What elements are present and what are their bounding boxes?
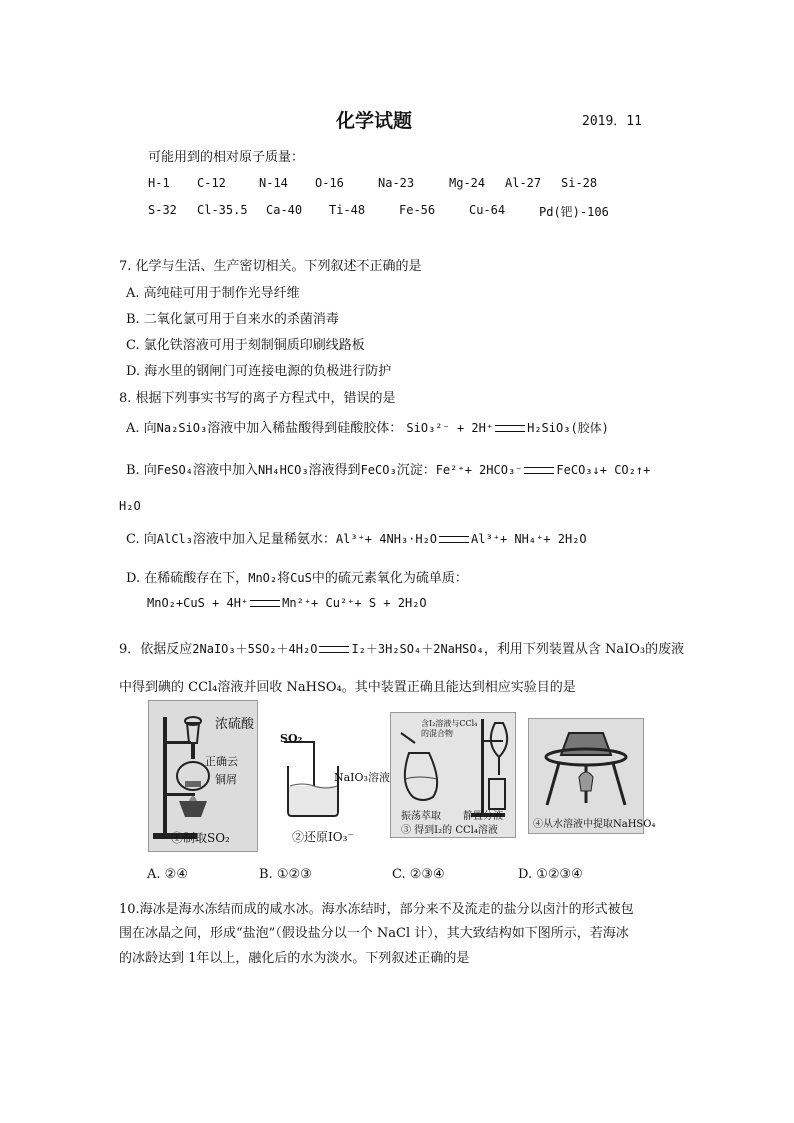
q7-option-d: D. 海水里的钢闸门可连接电源的负极进行防护 — [126, 364, 392, 379]
figure-1-label-cloud: 正确云 — [205, 755, 238, 768]
atomic-mass-heading: 可能用到的相对原子质量： — [148, 150, 305, 165]
mass-item: S-32 — [148, 203, 177, 217]
mass-item: Cu-64 — [469, 203, 506, 217]
q8-option-a: A. 向Na₂SiO₃溶液中加入稀盐酸得到硅酸胶体： SiO₃²⁻ + 2H⁺ H₂SiO₃(胶体) — [126, 421, 609, 436]
q8-option-c: C. 向AlCl₃溶液中加入足量稀氨水：Al³⁺+ 4NH₃·H₂O Al³⁺+ NH₄⁺+ 2H₂O — [126, 532, 587, 547]
figure-1-caption: ①制取SO₂ — [171, 831, 230, 845]
equals-arrow-icon — [319, 646, 349, 653]
mass-item: Pd(钯)-106 — [539, 205, 609, 219]
q8-option-b: B. 向FeSO₄溶液中加入NH₄HCO₃溶液得到FeCO₃沉淀：Fe²⁺+ 2HCO₃⁻ FeCO₃↓+ CO₂↑+ — [126, 463, 651, 478]
figure-2-reduction — [268, 724, 390, 844]
q8-stem: 8. 根据下列事实书写的离子方程式中，错误的是 — [119, 391, 396, 406]
figure-3-label-mix: 含I₂溶液与CCl₄的混合物 — [421, 719, 478, 738]
q8-option-d: D. 在稀硫酸存在下，MnO₂将CuS中的硫元素氧化为硫单质： — [126, 571, 468, 586]
figure-1-label-acid: 浓硫酸 — [215, 717, 255, 732]
q9-stem-line-2: 中得到碘的 CCl₄溶液并回收 NaHSO₄。其中装置正确且能达到相应实验目的是 — [119, 680, 576, 695]
q7-option-a: A. 高纯硅可用于制作光导纤维 — [126, 286, 300, 301]
mass-item: O-16 — [315, 176, 344, 190]
page-title: 化学试题 — [336, 110, 413, 132]
q9-stem-line-1: 9．依据反应2NaIO₃＋5SO₂＋4H₂O I₂＋3H₂SO₄＋2NaHSO₄，利用下列装置从含 NaIO₃的废液 — [119, 642, 685, 657]
mass-item: Ca-40 — [266, 203, 303, 217]
q9-option-b: B. ①②③ — [259, 867, 312, 882]
figure-2-label-gas: SO₂ — [280, 732, 303, 745]
mass-item: Fe-56 — [399, 203, 436, 217]
mass-item: C-12 — [197, 176, 226, 190]
q9-option-d: D. ①②③④ — [518, 867, 583, 882]
q7-option-c: C. 氯化铁溶液可用于刻制铜质印刷线路板 — [126, 338, 365, 353]
mass-item: Mg-24 — [449, 176, 486, 190]
equals-arrow-icon — [524, 467, 554, 474]
mass-item: Ti-48 — [329, 203, 366, 217]
q10-line-1: 10.海冰是海水冻结而成的咸水冰。海水冻结时，部分来不及流走的盐分以卤汁的形式被包 — [119, 902, 634, 917]
mass-item: N-14 — [259, 176, 288, 190]
equals-arrow-icon — [495, 425, 525, 432]
q7-stem: 7. 化学与生活、生产密切相关。下列叙述不正确的是 — [119, 259, 422, 274]
figure-3-label-shake: 振荡萃取 — [401, 811, 441, 822]
mass-item: Si-28 — [561, 176, 598, 190]
exam-date: 2019．11 — [582, 114, 642, 129]
figure-4-caption: ④从水溶液中提取NaHSO₄ — [533, 819, 656, 830]
q10-line-2: 围在冰晶之间，形成“盐泡”（假设盐分以一个 NaCl 计），其大致结构如下图所示，若海冰 — [119, 926, 629, 941]
equals-arrow-icon — [250, 600, 280, 607]
figure-1-so2-generator — [148, 700, 258, 852]
figure-3-caption: ③ 得到I₂的 CCl₄溶液 — [401, 825, 498, 836]
q9-option-c: C. ②③④ — [392, 867, 445, 882]
equals-arrow-icon — [439, 536, 469, 543]
mass-item: H-1 — [148, 176, 170, 190]
q10-line-3: 的冰龄达到 1年以上，融化后的水为淡水。下列叙述正确的是 — [119, 951, 470, 966]
figure-3-extraction — [390, 712, 516, 838]
q8-option-b-wrap: H₂O — [119, 499, 141, 513]
mass-item: Na-23 — [378, 176, 415, 190]
q8-option-d-equation: MnO₂+CuS + 4H⁺ Mn²⁺+ Cu²⁺+ S + 2H₂O — [147, 596, 427, 610]
q7-option-b: B. 二氧化氯可用于自来水的杀菌消毒 — [126, 312, 339, 327]
figure-3-label-stand: 静置分液 — [463, 811, 503, 822]
figure-1-label-copper: 铜屑 — [215, 773, 237, 786]
figure-4-evaporation — [528, 718, 656, 834]
figure-2-caption: ②还原IO₃⁻ — [292, 830, 354, 844]
mass-item: Cl-35.5 — [197, 203, 248, 217]
q9-option-a: A. ②④ — [147, 867, 188, 882]
mass-item: Al-27 — [505, 176, 542, 190]
figure-2-label-solution: NaIO₃溶液 — [334, 771, 390, 784]
